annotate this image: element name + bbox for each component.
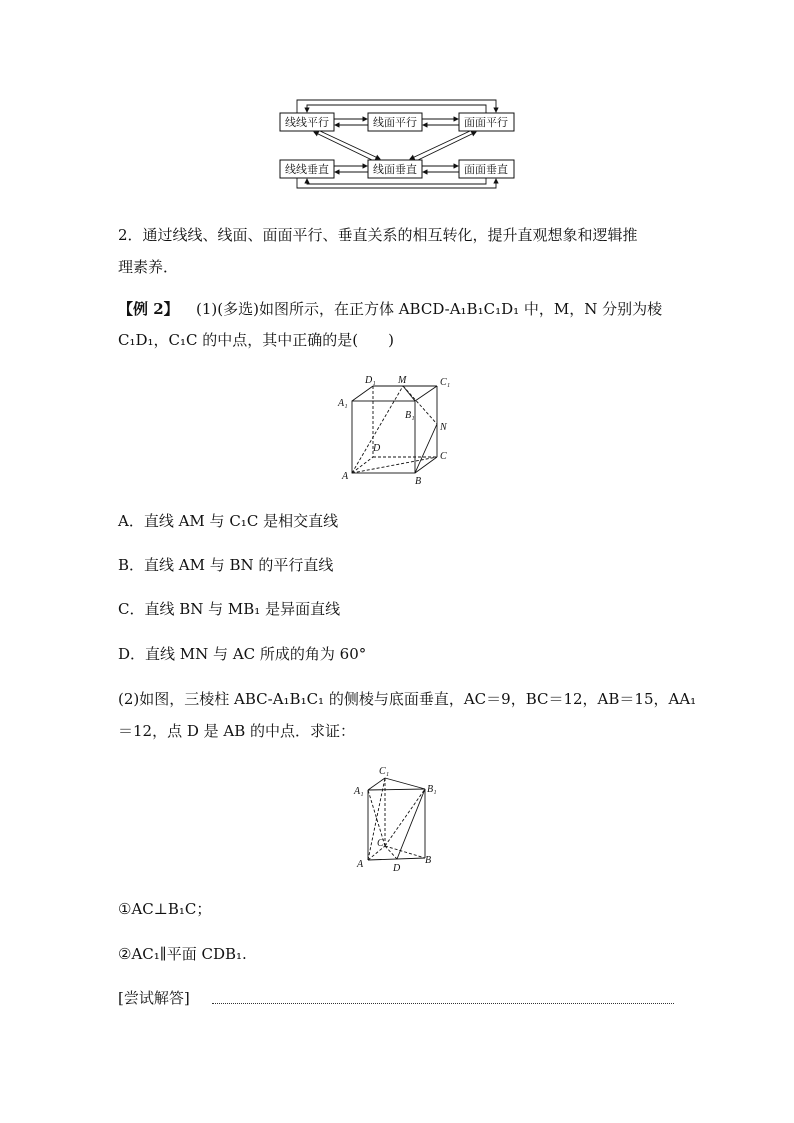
example-tag: 【例 2】 [118,300,179,318]
label-m: M [398,375,407,386]
question-2-line-1: (2)如图，三棱柱 ABC-A₁B₁C₁ 的侧棱与底面垂直，AC＝9，BC＝12，AB＝15，AA₁ [118,690,697,708]
label-c: C [440,451,447,462]
label-d1: D₁ [365,375,376,386]
label-a1: A₁ [338,398,348,409]
option-b[interactable]: B．直线 AM 与 BN 的平行直线 [118,556,334,574]
label-a: A [357,859,364,870]
proof-2: ②AC₁∥平面 CDB₁. [118,945,247,963]
svg-text:面面平行: 面面平行 [464,116,508,129]
label-d: D [393,863,401,874]
svg-text:线面平行: 线面平行 [373,116,417,129]
label-n: N [440,422,447,433]
option-c[interactable]: C．直线 BN 与 MB₁ 是异面直线 [118,600,341,618]
box-line-line-perpendicular [280,160,334,178]
label-b1: B₁ [427,784,437,795]
svg-text:线线平行: 线线平行 [285,116,329,129]
label-b: B [415,476,422,487]
label-c1: C₁ [440,377,451,388]
option-a[interactable]: A．直线 AM 与 C₁C 是相交直线 [118,512,339,530]
label-a1: A₁ [354,786,364,797]
label-b: B [425,855,432,866]
box-line-line-parallel [280,113,334,131]
label-b1: B₁ [405,410,415,421]
svg-text:面面垂直: 面面垂直 [464,163,508,176]
label-a: A [342,471,349,482]
box-plane-plane-perpendicular [459,160,514,178]
question-1-line-2: C₁D₁，C₁C 的中点，其中正确的是( ) [118,331,394,349]
attempt-label: [尝试解答] [118,989,190,1007]
box-line-plane-perpendicular [368,160,422,178]
svg-text:线面垂直: 线面垂直 [373,163,417,176]
intro-line-1: 2．通过线线、线面、面面平行、垂直关系的相互转化，提升直观想象和逻辑推 [118,226,638,244]
question-1-line-1: (1)(多选)如图所示，在正方体 ABCD-A₁B₁C₁D₁ 中，M，N 分别为棱 [196,300,663,318]
relation-diagram [270,92,530,192]
label-c: C [377,838,384,849]
cube-figure [335,372,465,490]
prism-figure [350,764,450,874]
option-d[interactable]: D．直线 MN 与 AC 所成的角为 60° [118,645,367,663]
label-d: D [373,443,381,454]
box-line-plane-parallel [368,113,422,131]
box-plane-plane-parallel [459,113,514,131]
intro-line-2: 理素养． [118,258,179,276]
svg-text:线线垂直: 线线垂直 [285,163,329,176]
answer-line[interactable] [212,1003,674,1004]
proof-1: ①AC⊥B₁C； [118,900,212,918]
label-c1: C₁ [379,766,390,777]
question-2-line-2: ＝12，点 D 是 AB 的中点．求证： [118,722,356,740]
